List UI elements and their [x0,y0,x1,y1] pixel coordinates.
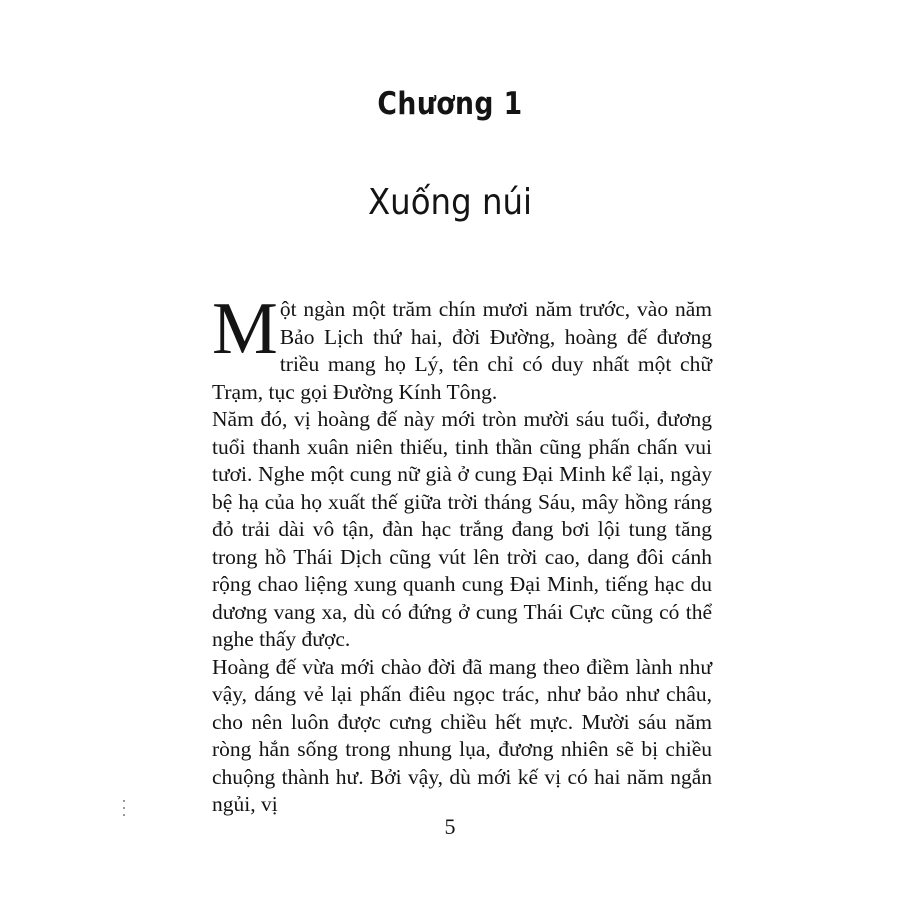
paragraph-2: Năm đó, vị hoàng đế này mới tròn mười sáu tuổi, đương tuổi thanh xuân niên thiếu, tinh thần cũng phấn chấn vui tươi. Nghe một cung nữ già ở cung Đại Minh kể lại, ngày bệ hạ của họ xuất thế giữa trời tháng Sáu, mây hồng ráng đỏ trải dài vô tận, đàn hạc trắng đang bơi lội tung tăng trong hồ Thái Dịch cũng vút lên trời cao, dang đôi cánh rộng chao liệng xung quanh cung Đại Minh, tiếng hạc du dương vang xa, dù có đứng ở cung Thái Cực cũng có thể nghe thấy được. [212,407,712,651]
chapter-title: Xuống núi [367,182,533,223]
chapter-body [212,288,712,819]
paragraph-3: Hoàng đế vừa mới chào đời đã mang theo điềm lành như vậy, dáng vẻ lại phấn điêu ngọc trác, như bảo như châu, cho nên luôn được cưng chiều hết mực. Mười sáu năm ròng hắn sống trong nhung lụa, đương nhiên sẽ bị chiều chuộng thành hư. Bởi vậy, dù mới kế vị có hai năm ngắn ngủi, vị [212,654,712,816]
chapter-label: Chương 1 [377,86,523,122]
page-number: 5 [444,814,456,839]
paragraph-1 [212,288,712,406]
paragraph-1-text: ột ngàn một trăm chín mươi năm trước, vào năm Bảo Lịch thứ hai, đời Đường, hoàng đế đương triều mang họ Lý, tên chỉ có duy nhất một chữ Trạm, tục gọi Đường Kính Tông. [212,297,712,404]
drop-cap: M [212,288,278,370]
